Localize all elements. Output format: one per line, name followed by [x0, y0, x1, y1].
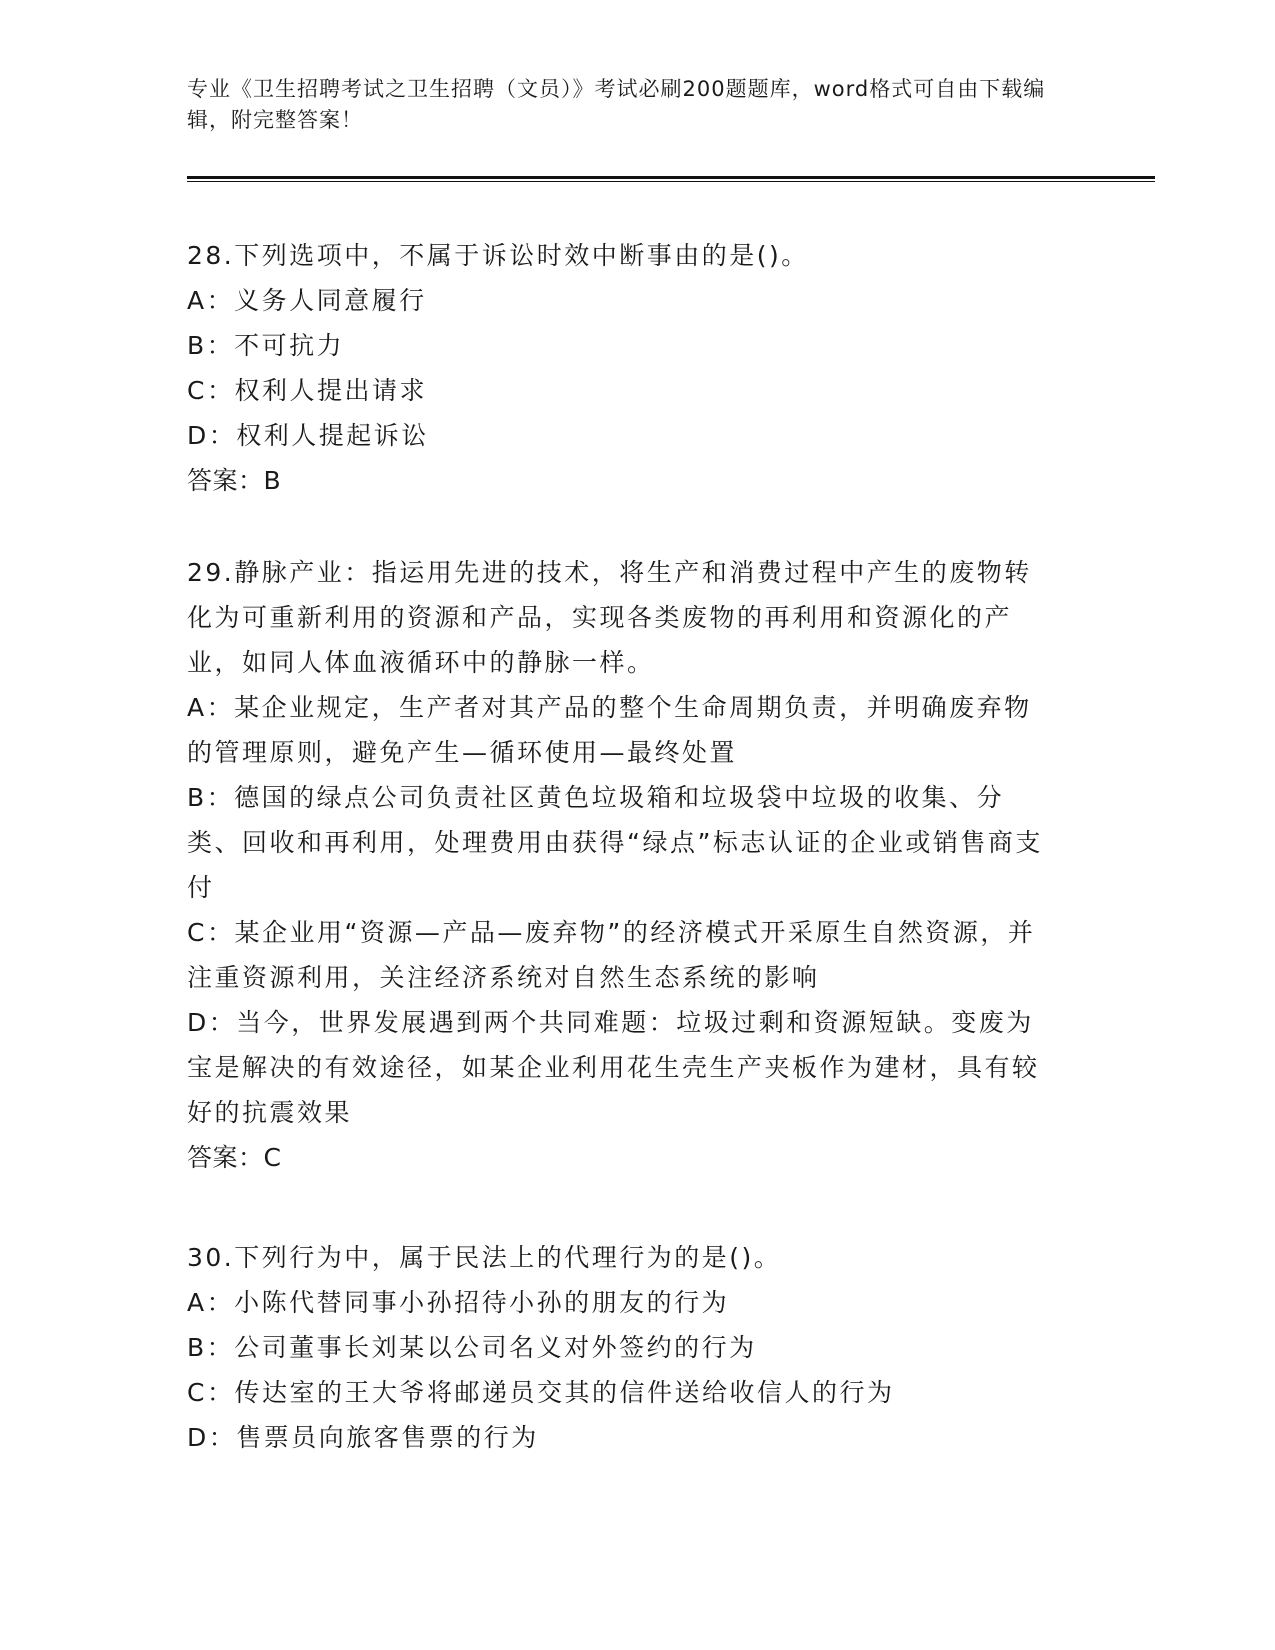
option-c: C：权利人提出请求 [187, 376, 427, 405]
question-30 [187, 1235, 1047, 1460]
option-c: C：传达室的王大爷将邮递员交其的信件送给收信人的行为 [187, 1378, 895, 1407]
header-divider-thin [187, 181, 1155, 182]
question-29 [187, 550, 1047, 1180]
answer: 答案：B [187, 466, 282, 495]
option-c: C：某企业用“资源—产品—废弃物”的经济模式开采原生自然资源，并注重资源利用，关注经济系统对自然生态系统的影响 [187, 918, 1036, 992]
question-28 [187, 233, 1047, 503]
option-d: D：售票员向旅客售票的行为 [187, 1423, 539, 1452]
header-divider-thick [187, 176, 1155, 179]
option-a: A：义务人同意履行 [187, 286, 427, 315]
question-stem: 28.下列选项中，不属于诉讼时效中断事由的是()。 [187, 241, 809, 270]
option-d: D：当今，世界发展遇到两个共同难题：垃圾过剩和资源短缺。变废为宝是解决的有效途径，如某企业利用花生壳生产夹板作为建材，具有较好的抗震效果 [187, 1008, 1040, 1127]
question-stem: 30.下列行为中，属于民法上的代理行为的是()。 [187, 1243, 782, 1272]
option-a: A：小陈代替同事小孙招待小孙的朋友的行为 [187, 1288, 730, 1317]
option-a: A：某企业规定，生产者对其产品的整个生命周期负责，并明确废弃物的管理原则，避免产生—循环使用—最终处置 [187, 693, 1032, 767]
document-header: 专业《卫生招聘考试之卫生招聘（文员）》考试必刷200题题库，word格式可自由下载编辑，附完整答案！ [187, 77, 1046, 132]
option-d: D：权利人提起诉讼 [187, 421, 429, 450]
option-b: B：不可抗力 [187, 331, 345, 360]
answer: 答案：C [187, 1143, 282, 1172]
question-stem: 29.静脉产业：指运用先进的技术，将生产和消费过程中产生的废物转化为可重新利用的资源和产品，实现各类废物的再利用和资源化的产业，如同人体血液循环中的静脉一样。 [187, 558, 1032, 677]
option-b: B：公司董事长刘某以公司名义对外签约的行为 [187, 1333, 757, 1362]
option-b: B：德国的绿点公司负责社区黄色垃圾箱和垃圾袋中垃圾的收集、分类、回收和再利用，处理费用由获得“绿点”标志认证的企业或销售商支付 [187, 783, 1043, 902]
